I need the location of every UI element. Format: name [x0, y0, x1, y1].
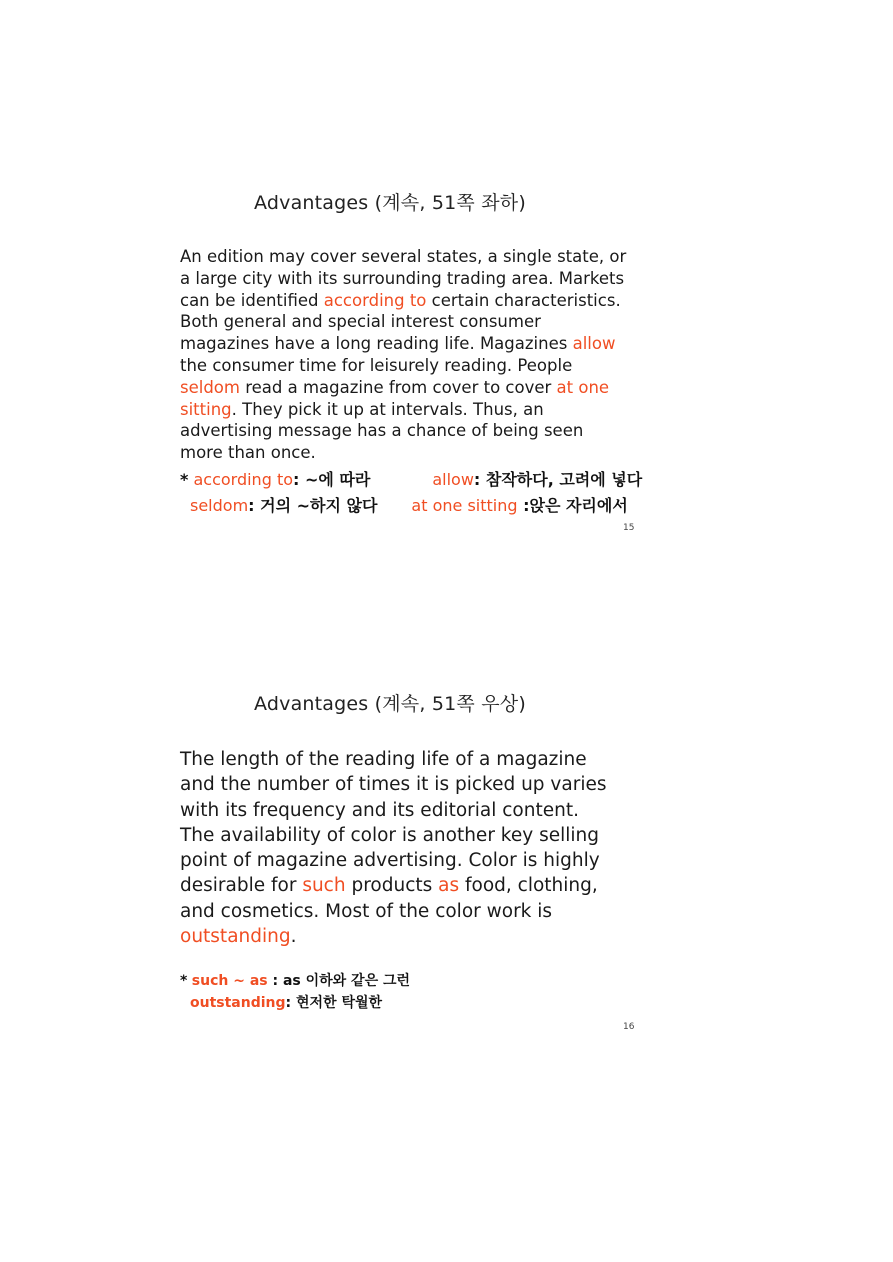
- text-run: desirable for: [180, 875, 303, 897]
- highlighted-term: such: [302, 875, 346, 897]
- vocab-row: [180, 992, 640, 1014]
- vocab-term: at one sitting: [411, 496, 518, 515]
- text-line: [180, 747, 640, 772]
- text-run: advertising message has a chance of being seen: [180, 421, 584, 441]
- vocab-meaning: :앉은 자리에서: [517, 496, 628, 515]
- slide-title: Advantages (계속, 51쪽 좌하): [254, 192, 526, 214]
- text-run: and cosmetics. Most of the color work is: [180, 900, 553, 922]
- text-line: [180, 355, 640, 377]
- text-line: [180, 798, 640, 823]
- highlighted-term: at one: [556, 377, 610, 397]
- text-line: [180, 420, 640, 442]
- text-run: products: [345, 875, 439, 897]
- text-run: more than once.: [180, 443, 316, 463]
- text-run: An edition may cover several states, a single state, or: [180, 247, 627, 266]
- vocab-meaning: : 현저한 탁월한: [285, 995, 383, 1011]
- highlighted-term: according to: [323, 290, 427, 310]
- vocab-row: [180, 970, 640, 992]
- text-run: and the number of times it is picked up varies: [180, 774, 607, 796]
- text-line: [180, 290, 640, 312]
- text-run: Both general and special interest consumer: [180, 312, 541, 332]
- text-run: .: [290, 926, 297, 948]
- text-line: [180, 311, 640, 333]
- text-line: [180, 899, 640, 924]
- vocab-meaning: : ~에 따라: [293, 470, 371, 489]
- vocab-term: according to: [193, 470, 293, 489]
- text-line: [180, 377, 640, 399]
- slide-body: [180, 246, 640, 464]
- vocab-meaning: : 참작하다, 고려에 넣다: [473, 470, 643, 489]
- text-run: read a magazine from cover to cover: [239, 377, 557, 397]
- text-run: with its frequency and its editorial content.: [180, 799, 579, 821]
- text-line: [180, 823, 640, 848]
- text-run: a large city with its surrounding trading area. Markets: [180, 268, 625, 288]
- slide-title: Advantages (계속, 51쪽 우상): [254, 693, 526, 715]
- vocab-term: seldom: [190, 496, 249, 515]
- highlighted-term: allow: [572, 334, 616, 354]
- vocab-term: allow: [432, 470, 474, 489]
- vocab-meaning: : 거의 ~하지 않다: [248, 496, 378, 515]
- text-line: [180, 399, 640, 421]
- text-run: food, clothing,: [459, 875, 598, 897]
- highlighted-term: as: [438, 875, 460, 897]
- text-line: [180, 873, 640, 898]
- vocabulary-notes: [180, 467, 643, 519]
- text-line: [180, 442, 640, 464]
- slide-body: [180, 747, 640, 949]
- text-line: [180, 246, 640, 268]
- text-run: certain characteristics.: [426, 290, 621, 310]
- vocabulary-notes: [180, 970, 640, 1014]
- page-number: 16: [623, 1022, 635, 1032]
- text-run: the consumer time for leisurely reading. People: [180, 355, 573, 375]
- text-line: [180, 848, 640, 873]
- text-run: can be identified: [180, 290, 324, 310]
- vocab-row: [180, 467, 643, 493]
- vocab-term: such ~ as: [191, 973, 268, 989]
- text-line: [180, 924, 640, 949]
- text-run: The availability of color is another key selling: [180, 824, 599, 846]
- vocab-term: outstanding: [190, 995, 286, 1011]
- vocab-meaning: : as 이하와 같은 그런: [267, 973, 411, 989]
- text-run: point of magazine advertising. Color is highly: [180, 850, 600, 872]
- highlighted-term: seldom: [180, 377, 240, 397]
- text-line: [180, 333, 640, 355]
- vocab-row: [180, 493, 640, 519]
- text-run: The length of the reading life of a magazine: [180, 749, 587, 770]
- highlighted-term: sitting: [180, 399, 232, 419]
- text-line: [180, 268, 640, 290]
- bullet-mark: *: [180, 470, 189, 489]
- page-number: 15: [623, 523, 635, 533]
- text-run: . They pick it up at intervals. Thus, an: [231, 399, 544, 419]
- bullet-mark: *: [180, 973, 188, 989]
- text-run: magazines have a long reading life. Magazines: [180, 334, 573, 354]
- highlighted-term: outstanding: [180, 926, 291, 948]
- text-line: [180, 772, 640, 797]
